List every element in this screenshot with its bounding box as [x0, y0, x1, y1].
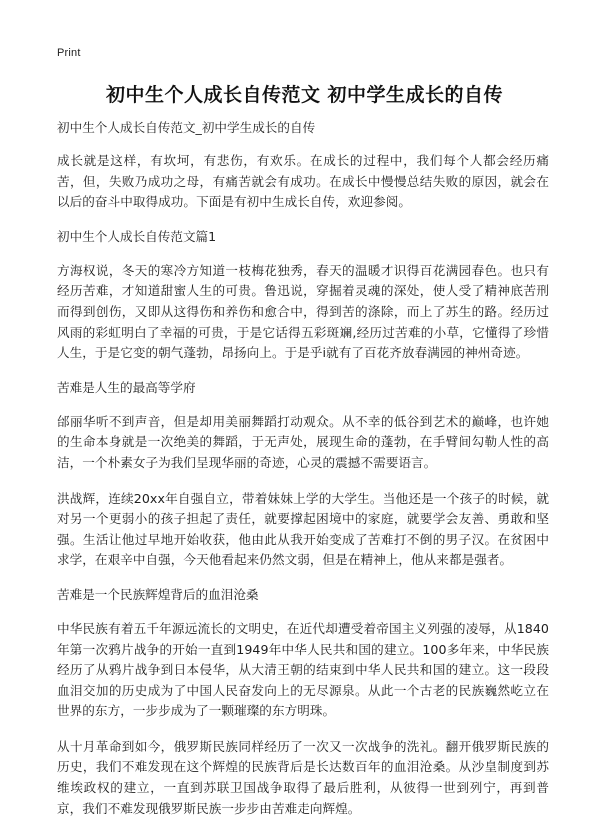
print-link[interactable]: Print — [57, 47, 81, 59]
intro-paragraph: 成长就是这样，有坎坷，有悲伤，有欢乐。在成长的过程中，我们每个人都会经历痛苦，但，失败乃成功之母，有痛苦就会有成功。在成长中慢慢总结失败的原因，就会在以后的奋斗中取得成功。下面是有初中生成长自传，欢迎参阅。 — [57, 153, 549, 210]
document-body — [57, 119, 549, 834]
section3-paragraph-1: 中华民族有着五千年源远流长的文明史，在近代却遭受着帝国主义列强的凌辱，从1840年第一次鸦片战争的开始一直到1949年中华人民共和国的建立。100多年来，中华民族经历了从鸦片战争到日本侵华，从大清王朝的结束到中华人民共和国的建立。这一段段血泪交加的历史成为了中国人民奋发向上的无尽源泉。从此一个古老的民族巍然屹立在世界的东方，一步步成为了一颗璀璨的东方明珠。 — [57, 620, 549, 719]
section1-paragraph: 方海权说，冬天的寒冷方知道一枝梅花独秀，春天的温暖才识得百花满园春色。也只有经历苦难，才知道甜蜜人生的可贵。鲁迅说，穿掘着灵魂的深处，使人受了精神底苦刑而得到创伤，又即从这得伤和养伤和愈合中，得到苦的涤除，而上了苏生的路。经历过风雨的彩虹明白了幸福的可贵，于是它话得五彩斑斓,经历过苦难的小草，它懂得了珍惜人生，于是它变的朝气蓬勃，昂扬向上。于是乎i就有了百花齐放春满园的神州奇迹。 — [57, 262, 549, 361]
section1-heading: 初中生个人成长自传范文篇1 — [57, 228, 217, 244]
section2-paragraph-1: 邰丽华听不到声音，但是却用美丽舞蹈打动观众。从不幸的低谷到艺术的巅峰，也许她的生命本身就是一次绝美的舞蹈，于无声处，展现生命的蓬勃，在手臂间勾勒人性的高洁，一个朴素女子为我们呈现华丽的奇迹，心灵的震撼不需要语言。 — [57, 413, 549, 470]
document-title: 初中生个人成长自传范文 初中学生成长的自传 — [105, 84, 504, 106]
section2-heading: 苦难是人生的最高等学府 — [57, 379, 196, 395]
document-subtitle: 初中生个人成长自传范文_初中学生成长的自传 — [57, 120, 316, 135]
section3-paragraph-2: 从十月革命到如今，俄罗斯民族同样经历了一次又一次战争的洗礼。翻开俄罗斯民族的历史，我们不难发现在这个辉煌的民族背后是长达数百年的血泪沧桑。从沙皇制度到苏维埃政权的建立，一直到苏联卫国战争取得了最后胜利，从彼得一世到列宁，再到普京，我们不难发现俄罗斯民族一步步由苦难走向辉煌。 — [57, 738, 549, 816]
section3-heading: 苦难是一个民族辉煌背后的血泪沧桑 — [57, 586, 259, 602]
section2-paragraph-2: 洪战辉，连续20xx年自强自立，带着妹妹上学的大学生。当他还是一个孩子的时候，就对另一个更弱小的孩子担起了责任，就要撑起困境中的家庭，就要学会友善、勇敢和坚强。生活让他过早地开始收获，他由此从我开始变成了苦难打不倒的男子汉。在贫困中求学，在艰辛中自强，今天他看起来仍然文弱，但是在精神上，他从来都是强者。 — [57, 490, 549, 568]
